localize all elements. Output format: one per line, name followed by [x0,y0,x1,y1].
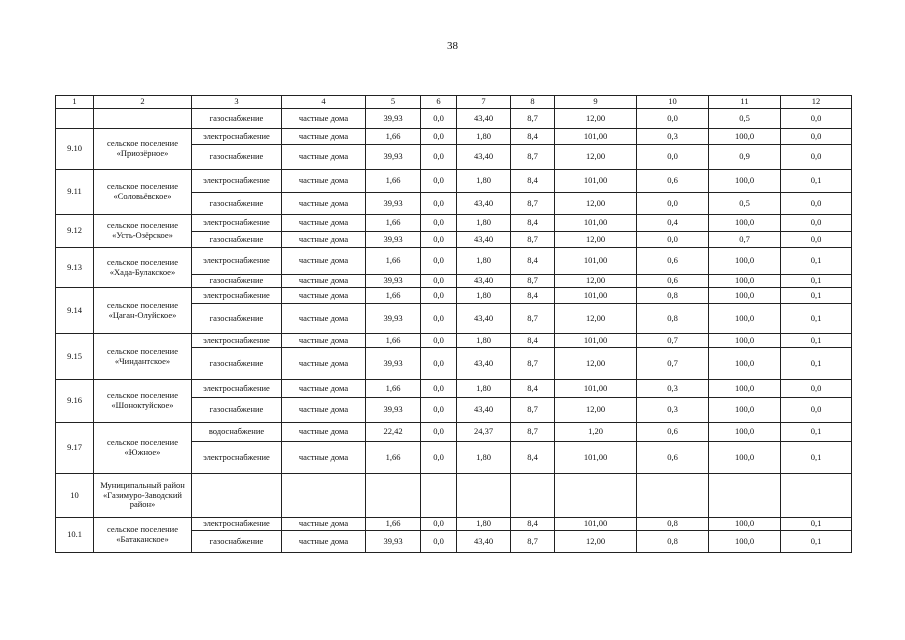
table-cell: электроснабжение [192,248,282,275]
settlement-name [94,109,192,129]
table-cell: 0,0 [781,109,852,129]
table-cell: 1,66 [366,442,421,474]
column-header: 3 [192,96,282,109]
table-cell: 1,80 [457,288,511,304]
table-cell: водоснабжение [192,423,282,442]
table-cell: частные дома [282,109,366,129]
table-cell: 0,0 [421,518,457,531]
table-cell: 8,7 [511,275,555,288]
table-row [56,334,852,348]
column-header: 2 [94,96,192,109]
table-cell: 0,9 [709,145,781,170]
column-header: 12 [781,96,852,109]
table-cell: 1,66 [366,129,421,145]
table-cell: 1,66 [366,215,421,232]
table-cell: 8,7 [511,232,555,248]
table-cell: 0,0 [637,145,709,170]
table-cell: 0,6 [637,248,709,275]
column-header: 5 [366,96,421,109]
table-cell: 100,0 [709,288,781,304]
table-cell: частные дома [282,129,366,145]
header-row [56,96,852,109]
table-cell: 8,4 [511,334,555,348]
table-cell [192,474,282,518]
table-cell: 0,4 [637,215,709,232]
row-number: 9.17 [56,423,94,474]
table-cell: газоснабжение [192,398,282,423]
table-cell: частные дома [282,288,366,304]
table-cell: 0,8 [637,518,709,531]
table-cell: 43,40 [457,531,511,553]
table-cell: 1,66 [366,518,421,531]
table-cell: 101,00 [555,215,637,232]
table-cell: 0,3 [637,129,709,145]
table-cell: 0,7 [637,334,709,348]
table-cell: 0,0 [421,109,457,129]
table-cell: 0,1 [781,275,852,288]
table-cell: 12,00 [555,193,637,215]
table-cell: 12,00 [555,232,637,248]
table-cell: электроснабжение [192,215,282,232]
table-cell: 0,1 [781,531,852,553]
table-cell: 0,1 [781,518,852,531]
table-cell: 12,00 [555,531,637,553]
table-cell: частные дома [282,442,366,474]
column-header: 10 [637,96,709,109]
table-cell: 39,93 [366,275,421,288]
table-cell: 0,0 [421,423,457,442]
table-cell: 1,80 [457,170,511,193]
table-cell: 1,66 [366,380,421,398]
table-cell: частные дома [282,334,366,348]
table-cell: 0,7 [637,348,709,380]
table-cell: 8,7 [511,193,555,215]
table-cell: 0,0 [421,129,457,145]
table-cell: электроснабжение [192,288,282,304]
table-cell: 12,00 [555,398,637,423]
table-row [56,170,852,193]
table-cell: 0,0 [781,193,852,215]
table-cell: 43,40 [457,304,511,334]
row-number: 9.14 [56,288,94,334]
table-cell: 8,4 [511,215,555,232]
table-cell: 24,37 [457,423,511,442]
table-cell: 0,1 [781,170,852,193]
table-cell: 39,93 [366,193,421,215]
table-cell: 0,8 [637,288,709,304]
table-cell: 0,0 [421,380,457,398]
row-number: 9.12 [56,215,94,248]
table-cell: газоснабжение [192,348,282,380]
table-cell: 0,1 [781,348,852,380]
settlement-name: сельское поселение «Соловьёвское» [94,170,192,215]
table-cell: 8,7 [511,348,555,380]
table-cell: частные дома [282,170,366,193]
table-row [56,248,852,275]
table-cell: электроснабжение [192,518,282,531]
table-cell: 101,00 [555,248,637,275]
settlement-name: сельское поселение «Южное» [94,423,192,474]
column-header: 9 [555,96,637,109]
table-cell: 0,3 [637,380,709,398]
table-cell: 0,0 [421,232,457,248]
table-cell: 43,40 [457,109,511,129]
table-cell: электроснабжение [192,442,282,474]
table-cell: 100,0 [709,248,781,275]
table-cell: 12,00 [555,109,637,129]
table-cell: 0,6 [637,275,709,288]
table-cell [555,474,637,518]
table-cell: 1,66 [366,288,421,304]
table-cell: 0,6 [637,170,709,193]
table-cell: 0,0 [421,248,457,275]
table-cell: частные дома [282,348,366,380]
column-header: 1 [56,96,94,109]
table-cell: 43,40 [457,193,511,215]
table-cell: 100,0 [709,442,781,474]
table-row [56,474,852,518]
table-cell: 8,4 [511,248,555,275]
column-header: 4 [282,96,366,109]
table-cell: 0,8 [637,304,709,334]
table-cell: 100,0 [709,531,781,553]
table-cell: 8,4 [511,518,555,531]
table-row [56,288,852,304]
table-row [56,380,852,398]
table-cell: 100,0 [709,215,781,232]
table-cell: 0,1 [781,304,852,334]
table-cell: 39,93 [366,398,421,423]
table-cell: 1,80 [457,215,511,232]
table-row [56,423,852,442]
table-cell: 39,93 [366,145,421,170]
table-cell: 101,00 [555,129,637,145]
table-cell: 1,66 [366,170,421,193]
row-number: 9.15 [56,334,94,380]
table-cell: газоснабжение [192,531,282,553]
row-number: 9.10 [56,129,94,170]
table-cell: газоснабжение [192,232,282,248]
table-cell [366,474,421,518]
table-cell [282,474,366,518]
table-cell: газоснабжение [192,109,282,129]
table-cell: 39,93 [366,304,421,334]
table-cell: 12,00 [555,275,637,288]
table-cell: частные дома [282,531,366,553]
table-cell: 8,4 [511,170,555,193]
table-cell: 101,00 [555,518,637,531]
table-cell: частные дома [282,380,366,398]
table-cell: 0,0 [421,531,457,553]
table-cell: 0,0 [421,288,457,304]
table-cell: 101,00 [555,334,637,348]
table-cell: 43,40 [457,232,511,248]
table-cell: 43,40 [457,398,511,423]
table-cell: 8,4 [511,129,555,145]
table-cell: 0,0 [421,334,457,348]
table-cell: 0,0 [781,398,852,423]
table-cell: 0,0 [637,109,709,129]
table-cell: газоснабжение [192,304,282,334]
table-cell: 8,4 [511,380,555,398]
table-cell: 8,4 [511,288,555,304]
row-number: 9.16 [56,380,94,423]
table-cell: 43,40 [457,348,511,380]
table-cell: 12,00 [555,145,637,170]
table-cell: 0,1 [781,248,852,275]
column-header: 7 [457,96,511,109]
table-cell: 0,0 [781,215,852,232]
table-cell: частные дома [282,193,366,215]
table-cell: 100,0 [709,518,781,531]
table-cell: 100,0 [709,348,781,380]
table-row [56,518,852,531]
table-cell: 0,3 [637,398,709,423]
table-cell: 0,1 [781,334,852,348]
table-cell: частные дома [282,232,366,248]
table-cell: 0,7 [709,232,781,248]
table-cell: 8,4 [511,442,555,474]
table-cell: 0,0 [421,145,457,170]
table-cell: 0,0 [421,215,457,232]
settlement-name: сельское поселение «Батаканское» [94,518,192,553]
table-cell: 0,1 [781,288,852,304]
settlement-name: сельское поселение «Усть-Озёрское» [94,215,192,248]
table-cell: 100,0 [709,275,781,288]
table-cell: 0,0 [781,232,852,248]
table-cell: 0,5 [709,193,781,215]
table-cell: 0,0 [781,129,852,145]
settlement-name: сельское поселение «Приозёрное» [94,129,192,170]
table-cell: электроснабжение [192,129,282,145]
table-cell: 8,7 [511,398,555,423]
table-cell: 8,7 [511,304,555,334]
row-number: 9.13 [56,248,94,288]
table-cell: 0,6 [637,423,709,442]
row-number: 10 [56,474,94,518]
page-number: 38 [447,40,458,52]
table-cell: 8,7 [511,109,555,129]
table-cell: 8,7 [511,531,555,553]
table-cell: 101,00 [555,380,637,398]
table-cell: газоснабжение [192,275,282,288]
table-cell: частные дома [282,248,366,275]
column-header: 11 [709,96,781,109]
table-cell: 100,0 [709,129,781,145]
table-cell: 39,93 [366,109,421,129]
table-cell: 0,0 [421,193,457,215]
table-cell: 8,7 [511,145,555,170]
table-cell: 1,20 [555,423,637,442]
table-cell: 0,0 [421,170,457,193]
table-cell: 0,0 [781,145,852,170]
table-row [56,129,852,145]
table-cell: 0,0 [421,348,457,380]
settlement-name: сельское поселение «Хада-Булакское» [94,248,192,288]
table-cell [421,474,457,518]
table-cell: 22,42 [366,423,421,442]
table-cell: частные дома [282,145,366,170]
table-cell: 39,93 [366,232,421,248]
table-cell: 43,40 [457,275,511,288]
table-cell: 0,1 [781,423,852,442]
settlement-name: сельское поселение «Шоноктуйское» [94,380,192,423]
table-cell: 0,0 [637,193,709,215]
table-cell: 0,0 [421,275,457,288]
table-cell: 101,00 [555,442,637,474]
table-cell: 0,8 [637,531,709,553]
table-cell: газоснабжение [192,193,282,215]
table-cell: частные дома [282,398,366,423]
table-cell: 100,0 [709,380,781,398]
table-cell: 100,0 [709,423,781,442]
table-cell: частные дома [282,423,366,442]
table-cell: газоснабжение [192,145,282,170]
column-header: 8 [511,96,555,109]
table-cell: 1,80 [457,248,511,275]
row-number: 9.11 [56,170,94,215]
table-cell: 1,66 [366,248,421,275]
table-cell: 0,5 [709,109,781,129]
table-cell: 1,80 [457,518,511,531]
table-cell: электроснабжение [192,170,282,193]
table-row [56,109,852,129]
table-cell: 1,66 [366,334,421,348]
table-cell: электроснабжение [192,380,282,398]
table-cell: 100,0 [709,170,781,193]
table-cell: 0,0 [781,380,852,398]
table-cell: 100,0 [709,334,781,348]
table-cell: частные дома [282,275,366,288]
table-cell: 1,80 [457,442,511,474]
data-table [55,95,852,553]
table-cell: 100,0 [709,398,781,423]
table-cell: 101,00 [555,288,637,304]
column-header: 6 [421,96,457,109]
table-cell: 39,93 [366,531,421,553]
table-cell [709,474,781,518]
table-cell: 101,00 [555,170,637,193]
table-cell: 1,80 [457,129,511,145]
settlement-name: сельское поселение «Цаган-Олуйское» [94,288,192,334]
row-number [56,109,94,129]
settlement-name: Муниципальный район «Газимуро-Заводский район» [94,474,192,518]
table-cell: электроснабжение [192,334,282,348]
table-cell: 0,0 [421,442,457,474]
table-cell [511,474,555,518]
table-cell: 1,80 [457,334,511,348]
table-cell: 8,7 [511,423,555,442]
table-cell: 43,40 [457,145,511,170]
row-number: 10.1 [56,518,94,553]
table-cell: частные дома [282,518,366,531]
table-cell: 100,0 [709,304,781,334]
settlement-name: сельское поселение «Чиндантское» [94,334,192,380]
table-cell [637,474,709,518]
table-row [56,215,852,232]
table-cell: 12,00 [555,304,637,334]
table-cell: 0,0 [637,232,709,248]
table-cell [457,474,511,518]
table-cell [781,474,852,518]
table-cell: 0,0 [421,398,457,423]
table-cell: частные дома [282,304,366,334]
table-cell: частные дома [282,215,366,232]
table-cell: 0,1 [781,442,852,474]
table-cell: 12,00 [555,348,637,380]
table-cell: 1,80 [457,380,511,398]
table-cell: 39,93 [366,348,421,380]
table-cell: 0,0 [421,304,457,334]
table-cell: 0,6 [637,442,709,474]
